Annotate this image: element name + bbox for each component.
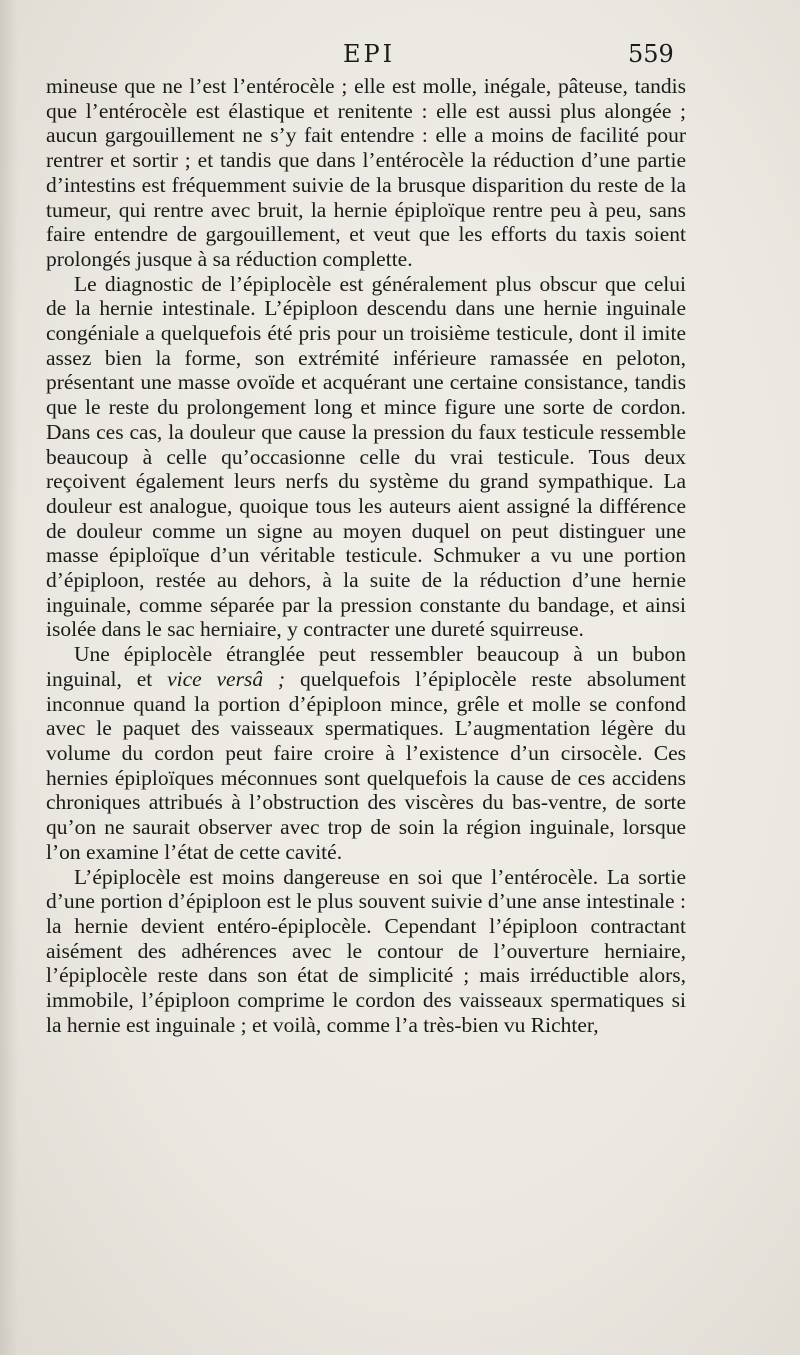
page-number: 559 bbox=[628, 40, 674, 68]
paragraph-diagnostic: Le diagnostic de l’épiplocèle est généralement plus obscur que celui de la hernie intestinale. L’épiploon descendu dans une hernie inguinale congéniale a quelquefois été pris pour un troisième testicule, dont il imite assez bien la forme, son extrémité inférieure ramassée en peloton, présentant une masse ovoïde et acquérant une certaine consistance, tandis que le reste du prolongement long et mince figure une sorte de cordon. Dans ces cas, la douleur que cause la pression du faux testicule ressemble beaucoup à celle qu’occasionne celle du vrai testicule. Tous deux reçoivent également leurs nerfs du système du grand sympathique. La douleur est analogue, quoique tous les auteurs aient assigné la différence de douleur comme un signe au moyen duquel on peut distinguer une masse épiploïque d’un véritable testicule. Schmuker a vu une portion d’épiploon, restée au dehors, à la suite de la réduction d’une hernie inguinale, comme séparée par la pression constante du bandage, et ainsi isolée dans le sac herniaire, y contracter une dureté squirreuse. bbox=[46, 271, 686, 642]
running-head: EPI bbox=[343, 40, 396, 68]
paragraph-strangled-epiplocele bbox=[46, 642, 686, 864]
paragraph-text: Une épiplocèle étranglée peut ressembler beaucoup à un bubon inguinal, et bbox=[46, 642, 686, 691]
italic-phrase: vice versâ ; bbox=[167, 666, 286, 691]
gutter-shadow bbox=[0, 0, 18, 1355]
paragraph-text: quelquefois l’épiplocèle reste absolument inconnue quand la portion d’épiploon mince, grêle et molle se confond avec le paquet des vaisseaux spermatiques. L’augmentation légère du volume du cordon peut faire croire à l’existence d’un cirsocèle. Ces hernies épiploïques méconnues sont quelquefois la cause de ces accidens chroniques attribués à l’obstruction des viscères du bas-ventre, de sorte qu’on ne saurait observer avec trop de soin la région inguinale, lorsque l’on examine l’état de cette cavité. bbox=[46, 666, 686, 864]
paragraph-danger: L’épiplocèle est moins dangereuse en soi que l’entérocèle. La sortie d’une portion d’épiploon est le plus souvent suivie d’une anse intestinale : la hernie devient entéro-épiplocèle. Cependant l’épiploon contractant aisément des adhérences avec le contour de l’ouverture herniaire, l’épiplocèle reste dans son état de simplicité ; mais irréductible alors, immobile, l’épiploon comprime le cordon des vaisseaux spermatiques si la hernie est inguinale ; et voilà, comme l’a très-bien vu Richter, bbox=[46, 864, 686, 1037]
body-text bbox=[46, 74, 686, 1037]
page-header bbox=[0, 40, 800, 74]
paragraph-continued: mineuse que ne l’est l’entérocèle ; elle est molle, inégale, pâteuse, tandis que l’entérocèle est élastique et renitente : elle est aussi plus alongée ; aucun gargouillement ne s’y fait entendre : elle a moins de facilité pour rentrer et sortir ; et tandis que dans l’entérocèle la réduction d’une partie d’intestins est fréquemment suivie de la brusque disparition du reste de la tumeur, qui rentre avec bruit, la hernie épiploïque rentre peu à peu, sans faire entendre de gargouillement, et veut que les efforts du taxis soient prolongés jusque à sa réduction complette. bbox=[46, 74, 686, 271]
